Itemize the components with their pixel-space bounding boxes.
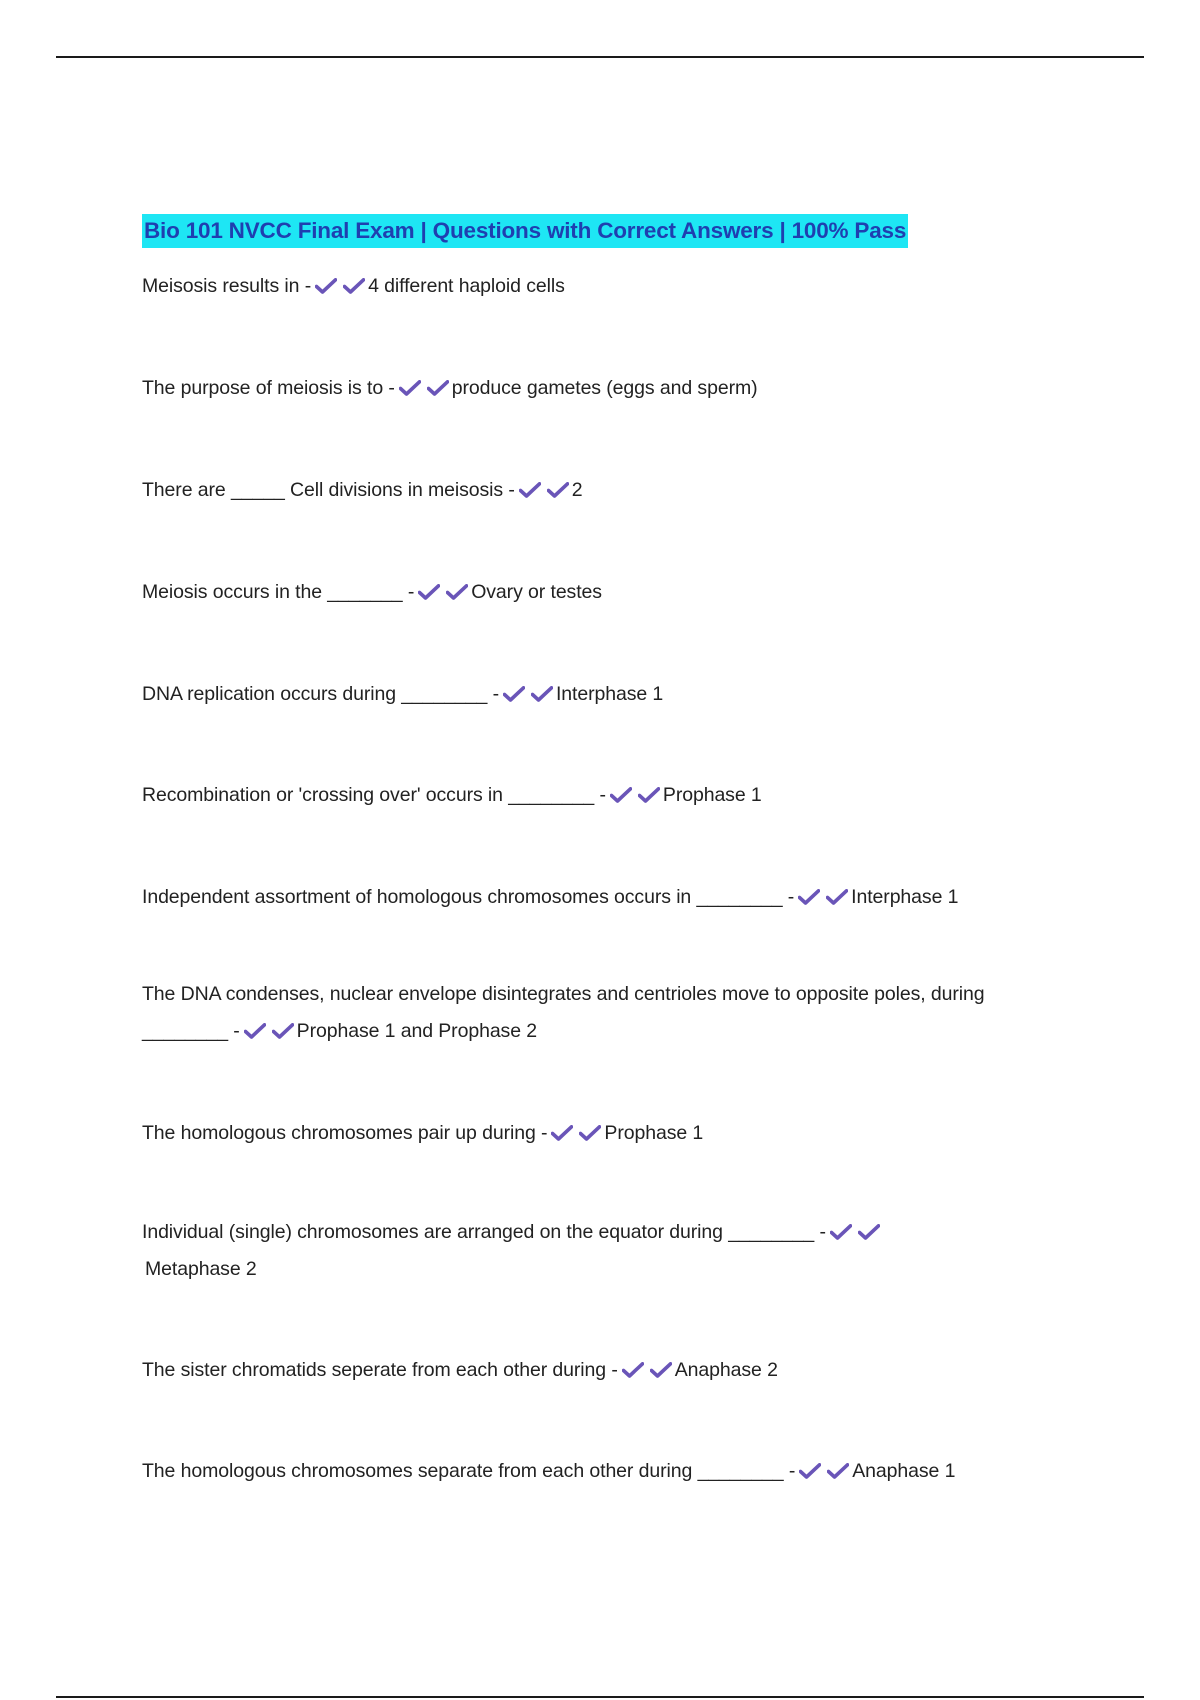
answer-text: Anaphase 2	[674, 1359, 778, 1381]
check-icon	[343, 278, 365, 294]
question-text: The homologous chromosomes separate from each other during ________ -	[142, 1460, 796, 1482]
question-text: Meiosis occurs in the _______ -	[142, 581, 415, 603]
answer-text: Prophase 1	[604, 1122, 704, 1144]
question-text: Independent assortment of homologous chromosomes occurs in ________ -	[142, 886, 795, 908]
qa-item-8	[142, 976, 1042, 1050]
question-text: The sister chromatids seperate from each other during -	[142, 1359, 618, 1381]
qa-item-4	[142, 574, 1082, 611]
answer-text: 2	[571, 479, 583, 501]
qa-item-11	[142, 1352, 1082, 1389]
check-icon	[519, 482, 541, 498]
top-rule	[56, 56, 1144, 58]
check-icon	[446, 584, 468, 600]
answer-text: produce gametes (eggs and sperm)	[451, 377, 758, 399]
question-text: The purpose of meiosis is to -	[142, 377, 395, 399]
answer-text: Prophase 1	[662, 784, 762, 806]
check-icon	[503, 686, 525, 702]
check-icon	[427, 380, 449, 396]
bottom-rule	[56, 1696, 1144, 1698]
check-icon	[531, 686, 553, 702]
qa-item-9	[142, 1115, 1082, 1152]
answer-text: Metaphase 2	[145, 1258, 257, 1280]
question-text: The DNA condenses, nuclear envelope disintegrates and centrioles move to opposite poles, during ________ -	[142, 983, 985, 1042]
check-icon	[610, 787, 632, 803]
qa-item-2	[142, 370, 1082, 407]
check-icon	[547, 482, 569, 498]
qa-item-12	[142, 1453, 1082, 1490]
check-icon	[830, 1224, 852, 1240]
document-title: Bio 101 NVCC Final Exam | Questions with Correct Answers | 100% Pass	[142, 214, 908, 248]
check-icon	[579, 1125, 601, 1141]
check-icon	[827, 1463, 849, 1479]
check-icon	[244, 1023, 266, 1039]
answer-text: Anaphase 1	[852, 1460, 956, 1482]
question-text: The homologous chromosomes pair up during -	[142, 1122, 548, 1144]
check-icon	[272, 1023, 294, 1039]
qa-item-6	[142, 777, 1082, 814]
check-icon	[315, 278, 337, 294]
answer-text: 4 different haploid cells	[368, 275, 565, 297]
answer-text: Ovary or testes	[471, 581, 602, 603]
qa-item-5	[142, 676, 1082, 713]
check-icon	[418, 584, 440, 600]
question-text: Individual (single) chromosomes are arranged on the equator during ________ -	[142, 1221, 826, 1243]
check-icon	[826, 889, 848, 905]
check-icon	[650, 1362, 672, 1378]
question-text: Meisosis results in -	[142, 275, 312, 297]
question-text: DNA replication occurs during ________ -	[142, 683, 499, 705]
qa-item-7	[142, 879, 1082, 916]
question-text: There are _____ Cell divisions in meisosis -	[142, 479, 515, 501]
qa-item-1	[142, 268, 1082, 305]
question-text: Recombination or 'crossing over' occurs in ________ -	[142, 784, 606, 806]
check-icon	[858, 1224, 880, 1240]
answer-text: Interphase 1	[555, 683, 664, 705]
check-icon	[798, 889, 820, 905]
answer-text: Interphase 1	[851, 886, 959, 908]
qa-item-3	[142, 472, 1082, 509]
check-icon	[622, 1362, 644, 1378]
answer-text: Prophase 1 and Prophase 2	[296, 1020, 538, 1042]
check-icon	[551, 1125, 573, 1141]
check-icon	[638, 787, 660, 803]
check-icon	[399, 380, 421, 396]
check-icon	[799, 1463, 821, 1479]
qa-item-10	[142, 1214, 922, 1288]
